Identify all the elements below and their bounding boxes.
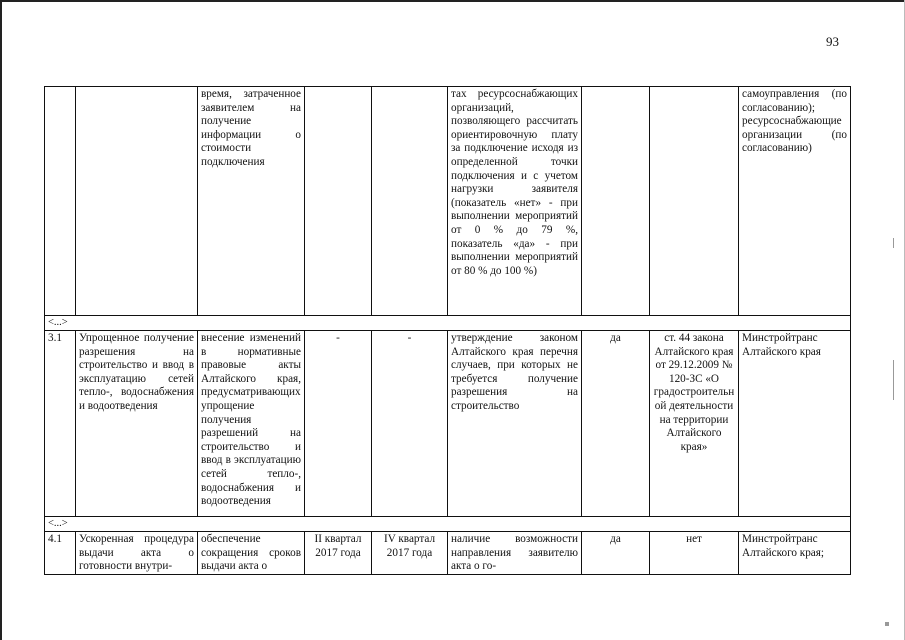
table-row xyxy=(45,331,851,517)
page-number: 93 xyxy=(826,34,839,49)
cell-executor: Минстройтранс Алтайского края; xyxy=(739,532,851,575)
page-frame-top xyxy=(0,0,905,2)
cell-end: IV квартал 2017 года xyxy=(372,532,448,575)
ellipsis-marker: <...> xyxy=(45,316,851,331)
cell-basis xyxy=(650,87,739,316)
cell-flag: да xyxy=(582,532,650,575)
cell-result: утверждение законом Алтайского края перечня случаев, при которых не требуется получение разрешения на строительство xyxy=(448,331,582,517)
cell-end: - xyxy=(372,331,448,517)
scan-mark xyxy=(885,622,889,626)
cell-measure: Упрощенное получение разрешения на строительство и ввод в эксплуатацию сетей тепло-, водоснабжения и водоотведения xyxy=(76,331,198,517)
cell-flag xyxy=(582,87,650,316)
cell-start xyxy=(305,87,372,316)
page-frame-left xyxy=(0,0,2,640)
cell-num: 3.1 xyxy=(45,331,76,517)
cell-start: II квартал 2017 года xyxy=(305,532,372,575)
cell-basis: нет xyxy=(650,532,739,575)
ellipsis-row xyxy=(45,316,851,331)
table-row xyxy=(45,532,851,575)
table-row xyxy=(45,87,851,316)
cell-executor: самоуправления (по согласованию); ресурсоснабжающие организации (по согласованию) xyxy=(739,87,851,316)
ellipsis-marker: <...> xyxy=(45,517,851,532)
cell-indicator: обеспечение сокращения сроков выдачи акта о xyxy=(198,532,305,575)
cell-indicator: внесение изменений в нормативные правовые акты Алтайского края, предусматривающих упрощение получения разрешений на строительство и ввод в эксплуатацию сетей тепло-, водоснабжения и водоотведения xyxy=(198,331,305,517)
cell-basis: ст. 44 закона Алтайского края от 29.12.2009 № 120-ЗС «О градостроительной деятельности на территории Алтайского края» xyxy=(650,331,739,517)
cell-start: - xyxy=(305,331,372,517)
cell-result: тах ресурсоснабжающих организаций, позволяющего рассчитать ориентировочную плату за подключение исходя из определенной точки подключения и с учетом нагрузки заявителя (показатель «нет» - при выполнении мероприятий от 0 % до 79 %, показатель «да» - при выполнении мероприятий от 80 % до 100 %) xyxy=(448,87,582,316)
cell-executor: Минстройтранс Алтайского края xyxy=(739,331,851,517)
cell-end xyxy=(372,87,448,316)
cell-num xyxy=(45,87,76,316)
scan-mark xyxy=(893,238,894,248)
cell-result: наличие возможности направления заявителю акта о го- xyxy=(448,532,582,575)
cell-measure xyxy=(76,87,198,316)
ellipsis-row xyxy=(45,517,851,532)
scan-mark xyxy=(893,360,894,400)
cell-measure: Ускоренная процедура выдачи акта о готовности внутри- xyxy=(76,532,198,575)
cell-flag: да xyxy=(582,331,650,517)
cell-indicator: время, затраченное заявителем на получение информации о стоимости подключения xyxy=(198,87,305,316)
measures-table xyxy=(44,86,851,575)
cell-num: 4.1 xyxy=(45,532,76,575)
